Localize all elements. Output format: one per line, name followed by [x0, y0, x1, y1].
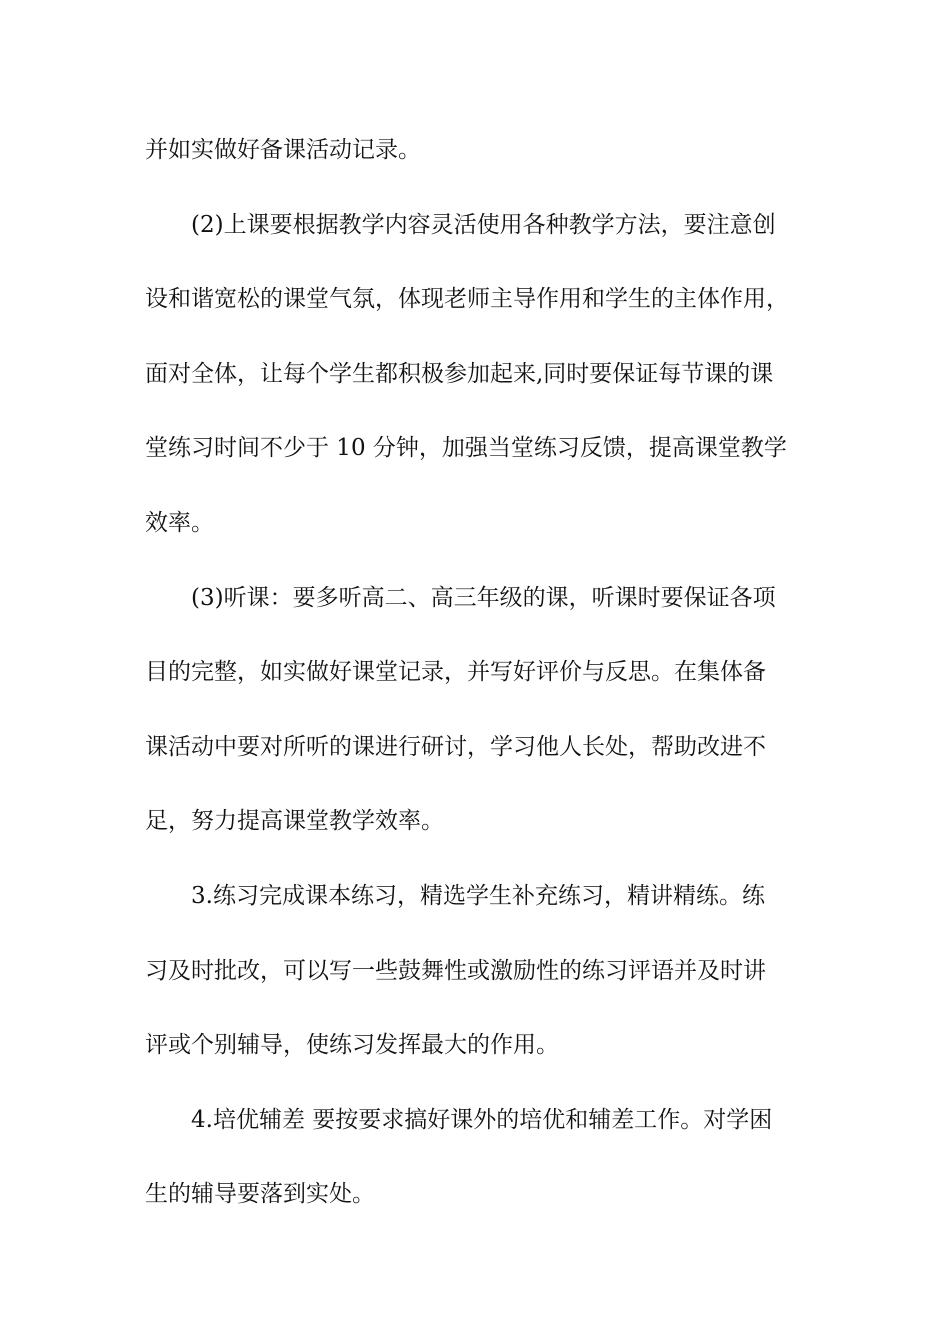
text-line: 并如实做好备课活动记录。	[145, 137, 421, 163]
text-line: 面对全体，让每个学生都积极参加起来,同时要保证每节课的课	[145, 360, 774, 387]
text-line: 生的辅导要落到实处。	[145, 1181, 375, 1208]
text-line: (3)听课：要多听高二、高三年级的课，听课时要保证各项	[191, 584, 776, 611]
document-body	[145, 113, 815, 1232]
text-line: 堂练习时间不少于 10 分钟，加强当堂练习反馈，提高课堂教学	[145, 435, 787, 462]
paragraph-2	[145, 188, 815, 561]
paragraph-5	[145, 1083, 815, 1232]
text-line: 足，努力提高课堂教学效率。	[145, 808, 444, 835]
text-line: 3.练习完成课本练习，精选学生补充练习，精讲精练。练	[191, 882, 765, 909]
text-line: 习及时批改，可以写一些鼓舞性或激励性的练习评语并及时讲	[145, 957, 766, 984]
text-line: (2)上课要根据教学内容灵活使用各种教学方法，要注意创	[191, 211, 776, 238]
paragraph-1	[145, 113, 815, 188]
text-line: 效率。	[145, 509, 214, 536]
text-line: 设和谐宽松的课堂气氛，体现老师主导作用和学生的主体作用，	[145, 286, 789, 313]
paragraph-3	[145, 561, 815, 859]
text-line: 目的完整，如实做好课堂记录，并写好评价与反思。在集体备	[145, 659, 766, 686]
text-line: 课活动中要对所听的课进行研讨，学习他人长处，帮助改进不	[145, 733, 766, 760]
text-line: 评或个别辅导，使练习发挥最大的作用。	[145, 1032, 559, 1059]
text-line: 4.培优辅差 要按要求搞好课外的培优和辅差工作。对学困	[191, 1106, 773, 1133]
paragraph-4	[145, 859, 815, 1083]
